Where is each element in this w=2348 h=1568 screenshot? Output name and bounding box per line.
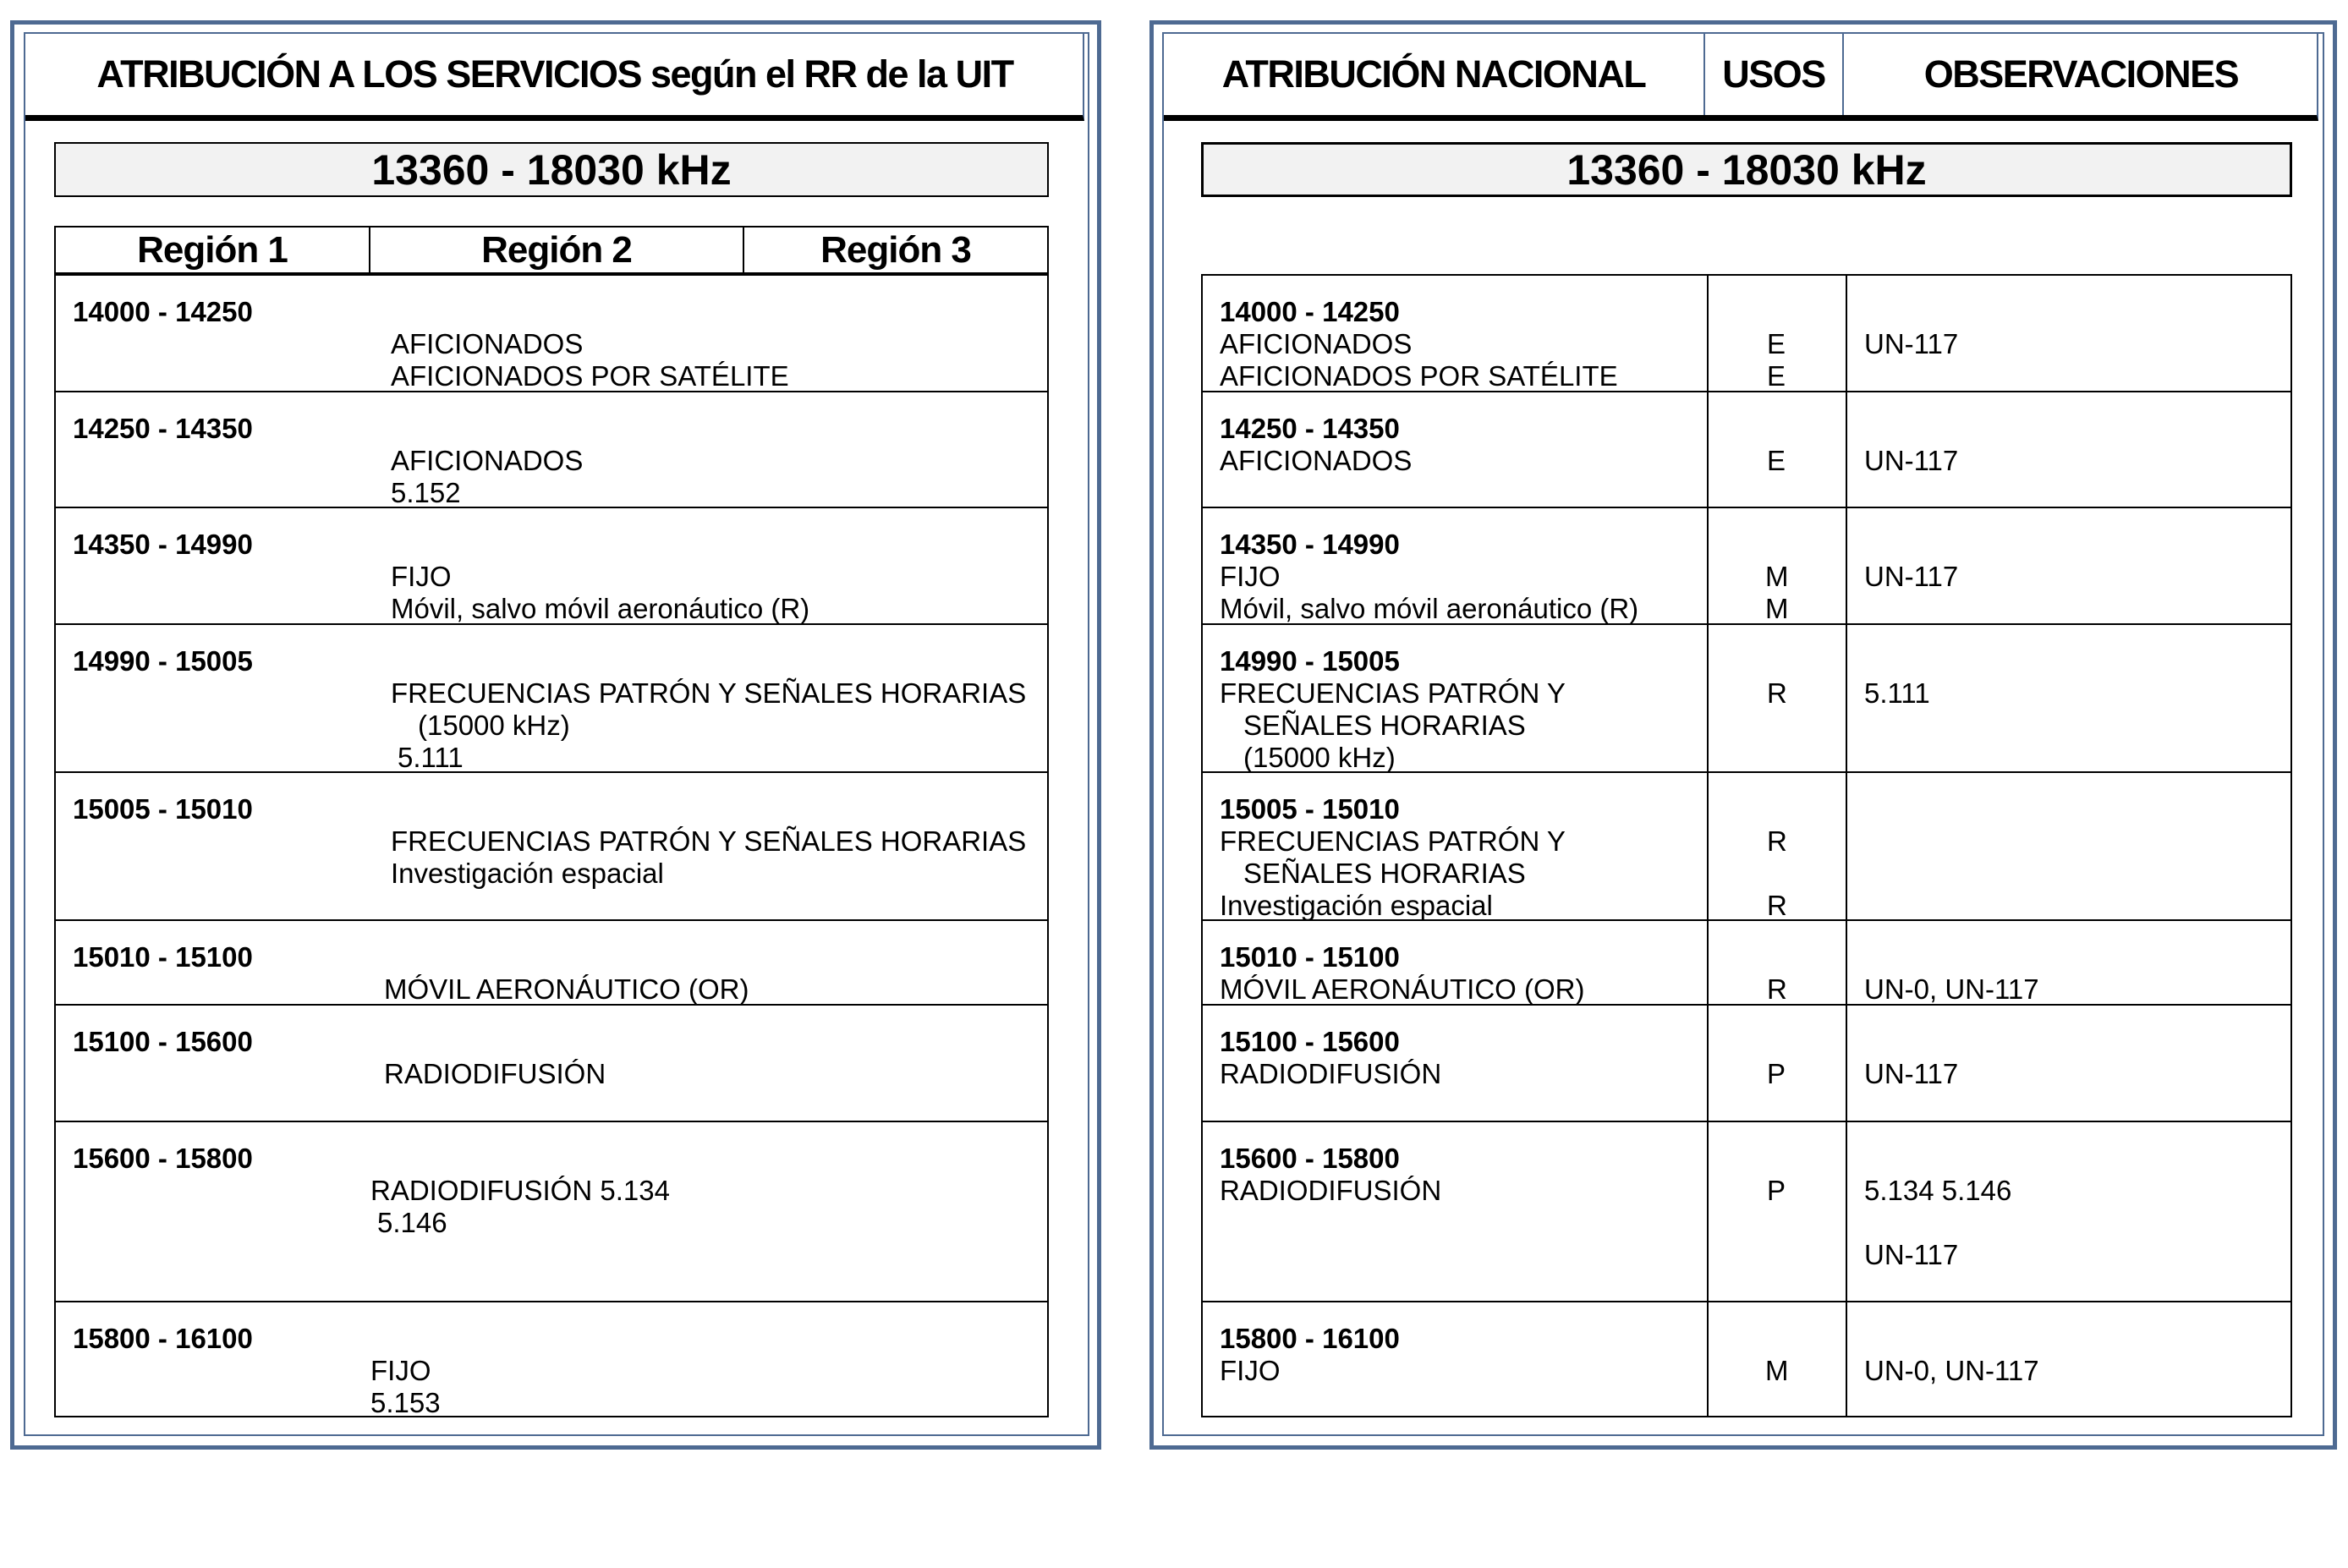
row-service: Investigación espacial — [1220, 890, 1493, 921]
table-row — [56, 508, 1047, 625]
row-service: RADIODIFUSIÓN — [1220, 1058, 1442, 1089]
row-uso: M — [1765, 561, 1789, 592]
row-service: AFICIONADOS — [391, 445, 584, 476]
row-service: FRECUENCIAS PATRÓN Y SEÑALES HORARIAS — [391, 825, 1027, 857]
row-service: RADIODIFUSIÓN — [384, 1058, 606, 1089]
row-range: 15010 - 15100 — [1220, 941, 1400, 973]
row-range: 15600 - 15800 — [73, 1143, 253, 1174]
region-2-label: Región 2 — [370, 228, 744, 272]
row-service: RADIODIFUSIÓN 5.134 — [370, 1175, 670, 1206]
row-range: 14000 - 14250 — [1220, 296, 1400, 327]
row-range: 15005 - 15010 — [1220, 793, 1400, 825]
table-row — [56, 773, 1047, 921]
row-observation: 5.111 — [1864, 677, 1930, 709]
row-range: 14990 - 15005 — [1220, 645, 1400, 677]
row-uso: P — [1767, 1058, 1786, 1089]
row-service: FIJO — [370, 1355, 431, 1386]
row-footnote: 5.153 — [370, 1387, 441, 1418]
row-range: 15005 - 15010 — [73, 793, 253, 825]
row-range: 14000 - 14250 — [73, 296, 253, 327]
row-footnote: 5.146 — [377, 1207, 447, 1238]
row-uso: R — [1767, 890, 1787, 921]
row-service: AFICIONADOS — [1220, 445, 1413, 476]
row-range: 14250 - 14350 — [73, 413, 253, 444]
left-header — [25, 34, 1084, 121]
table-row — [1203, 276, 2290, 392]
row-service: AFICIONADOS — [1220, 328, 1413, 359]
row-service-note: (15000 kHz) — [1243, 742, 1396, 773]
right-band-title — [1201, 142, 2292, 197]
row-range: 15100 - 15600 — [73, 1026, 253, 1057]
table-row — [1203, 508, 2290, 625]
table-row — [1203, 392, 2290, 508]
header-atribucion-nacional: ATRIBUCIÓN NACIONAL — [1164, 34, 1705, 115]
row-service: Móvil, salvo móvil aeronáutico (R) — [1220, 593, 1639, 624]
region-header-row — [54, 226, 1049, 274]
row-service: Móvil, salvo móvil aeronáutico (R) — [391, 593, 810, 624]
row-observation: UN-117 — [1864, 1058, 1959, 1089]
row-uso: R — [1767, 677, 1787, 709]
row-service-note: (15000 kHz) — [418, 710, 570, 741]
row-service: AFICIONADOS POR SATÉLITE — [1220, 360, 1618, 392]
row-range: 14250 - 14350 — [1220, 413, 1400, 444]
row-uso: E — [1767, 445, 1786, 476]
row-service: FIJO — [1220, 1355, 1281, 1386]
row-service: MÓVIL AERONÁUTICO (OR) — [384, 973, 749, 1005]
right-band-text: 13360 - 18030 kHz — [1566, 145, 1927, 194]
header-observaciones: OBSERVACIONES — [1923, 52, 2239, 96]
row-range: 15010 - 15100 — [73, 941, 253, 973]
right-header — [1164, 34, 2318, 121]
table-row — [56, 1302, 1047, 1417]
row-service: Investigación espacial — [391, 858, 664, 889]
row-service: FRECUENCIAS PATRÓN Y SEÑALES HORARIAS — [391, 677, 1027, 709]
row-observation: UN-0, UN-117 — [1864, 1355, 2039, 1386]
table-row — [1203, 1122, 2290, 1302]
row-uso: E — [1767, 360, 1786, 392]
table-row — [1203, 1302, 2290, 1417]
table-row — [1203, 1006, 2290, 1122]
row-uso: R — [1767, 825, 1787, 857]
row-footnote: 5.152 — [391, 477, 461, 508]
row-uso: M — [1765, 593, 1789, 624]
table-row — [1203, 773, 2290, 921]
left-header-title: ATRIBUCIÓN A LOS SERVICIOS según el RR de la UIT — [96, 52, 1013, 96]
row-service: SEÑALES HORARIAS — [1243, 710, 1526, 741]
row-service: FIJO — [1220, 561, 1281, 592]
table-row — [56, 1006, 1047, 1122]
row-uso: R — [1767, 973, 1787, 1005]
row-service: SEÑALES HORARIAS — [1243, 858, 1526, 889]
row-observation: UN-0, UN-117 — [1864, 973, 2039, 1005]
left-allocation-table — [54, 274, 1049, 1417]
row-service: FIJO — [391, 561, 452, 592]
row-uso: P — [1767, 1175, 1786, 1206]
row-observation: UN-117 — [1864, 445, 1959, 476]
row-range: 15100 - 15600 — [1220, 1026, 1400, 1057]
table-row — [56, 921, 1047, 1006]
row-uso: M — [1765, 1355, 1789, 1386]
row-footnote: 5.111 — [398, 742, 464, 773]
header-usos: USOS — [1705, 34, 1844, 115]
table-row — [1203, 921, 2290, 1006]
row-observation: UN-117 — [1864, 328, 1959, 359]
row-observation: UN-117 — [1864, 1239, 1959, 1270]
right-allocation-table — [1201, 274, 2292, 1417]
row-range: 14350 - 14990 — [73, 529, 253, 560]
left-band-title — [54, 142, 1049, 197]
table-row — [56, 1122, 1047, 1302]
table-row — [1203, 625, 2290, 773]
region-1-label: Región 1 — [56, 228, 370, 272]
table-row — [56, 276, 1047, 392]
row-service: AFICIONADOS POR SATÉLITE — [391, 360, 789, 392]
row-range: 14990 - 15005 — [73, 645, 253, 677]
row-observation: 5.134 5.146 — [1864, 1175, 2012, 1206]
row-service: AFICIONADOS — [391, 328, 584, 359]
row-range: 15800 - 16100 — [1220, 1323, 1400, 1354]
left-band-text: 13360 - 18030 kHz — [371, 145, 732, 194]
region-3-label: Región 3 — [820, 228, 971, 271]
row-observation: UN-117 — [1864, 561, 1959, 592]
row-uso: E — [1767, 328, 1786, 359]
row-range: 15600 - 15800 — [1220, 1143, 1400, 1174]
row-service: FRECUENCIAS PATRÓN Y — [1220, 825, 1566, 857]
row-service: MÓVIL AERONÁUTICO (OR) — [1220, 973, 1585, 1005]
table-row — [56, 625, 1047, 773]
table-row — [56, 392, 1047, 508]
row-service: FRECUENCIAS PATRÓN Y — [1220, 677, 1566, 709]
row-range: 14350 - 14990 — [1220, 529, 1400, 560]
row-range: 15800 - 16100 — [73, 1323, 253, 1354]
row-service: RADIODIFUSIÓN — [1220, 1175, 1442, 1206]
